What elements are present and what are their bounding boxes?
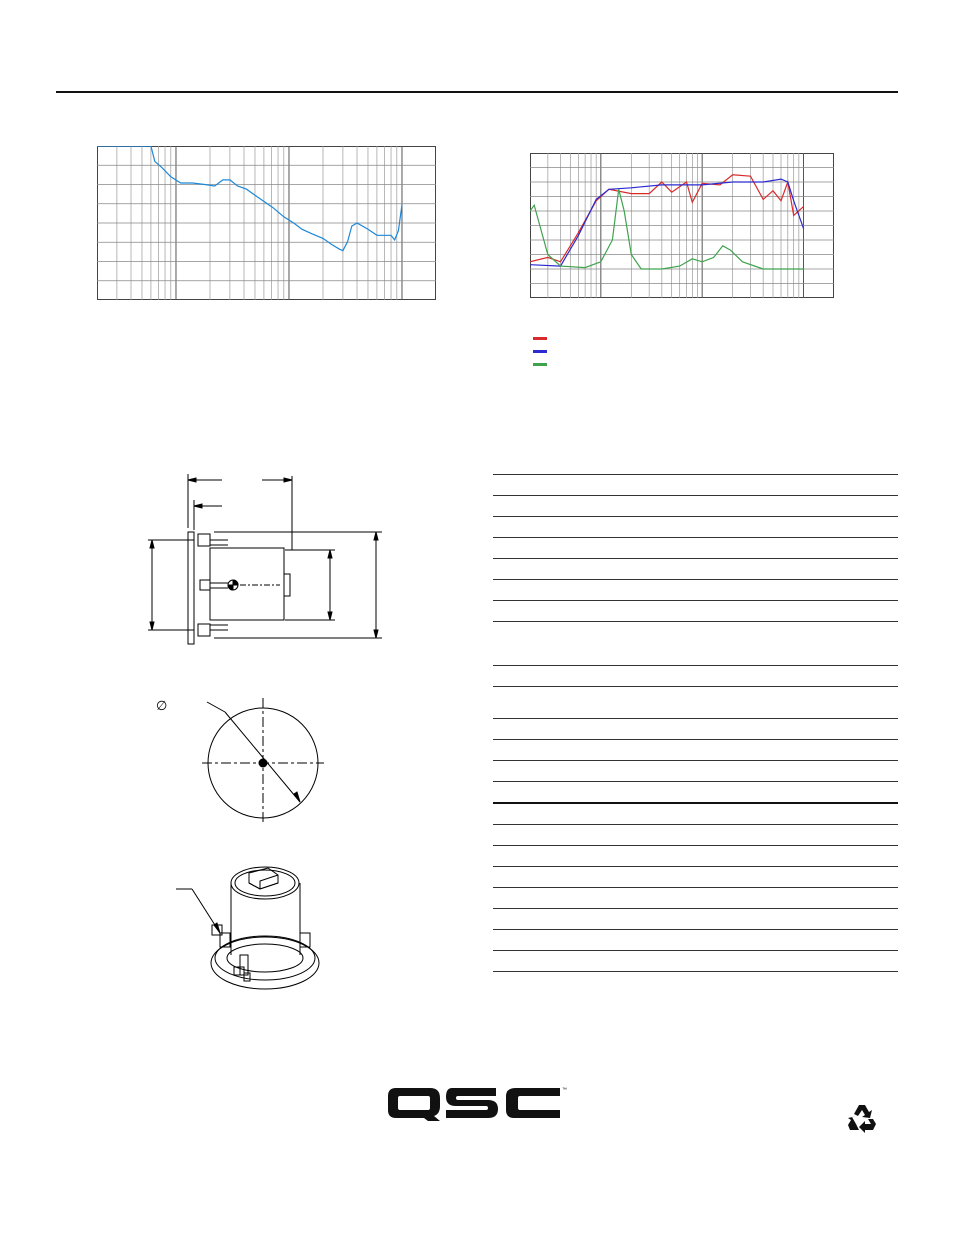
table-row-rule	[493, 845, 898, 846]
table-row-rule	[493, 558, 898, 559]
table-row-rule	[493, 781, 898, 782]
legend-swatch-red	[533, 337, 547, 340]
table-row-rule	[493, 665, 898, 666]
trademark-symbol: ™	[562, 1087, 567, 1093]
table-row-rule	[493, 866, 898, 867]
qsc-logo	[388, 1084, 570, 1124]
side-elevation-svg	[140, 470, 390, 650]
recycle-icon	[846, 1102, 878, 1134]
table-row-rule	[493, 718, 898, 719]
table-row-rule	[493, 760, 898, 761]
table-row-rule	[493, 971, 898, 972]
legend-swatch-green	[533, 363, 547, 366]
table-row-rule	[493, 537, 898, 538]
header-rule	[56, 91, 898, 93]
series-line-3	[530, 189, 804, 269]
frequency-response-chart	[530, 153, 834, 298]
table-row-rule	[493, 739, 898, 740]
svg-text:∅: ∅	[156, 699, 168, 714]
table-row-rule	[493, 929, 898, 930]
isometric-drawing	[170, 855, 340, 995]
table-row-rule	[493, 516, 898, 517]
top-view-svg	[150, 690, 330, 830]
chart-legend	[533, 333, 573, 373]
series-line-2	[530, 179, 804, 266]
specification-table	[493, 474, 898, 974]
table-row-rule	[493, 686, 898, 687]
qsc-logo-mark	[388, 1084, 570, 1124]
impedance-chart	[97, 146, 436, 300]
table-row-rule	[493, 887, 898, 888]
side-elevation-drawing	[140, 470, 390, 650]
series-line-1	[97, 146, 402, 251]
table-row-rule	[493, 579, 898, 580]
top-view-drawing	[150, 690, 330, 830]
table-row-rule	[493, 824, 898, 825]
table-row-rule	[493, 495, 898, 496]
legend-swatch-blue	[533, 350, 547, 353]
table-row-rule	[493, 621, 898, 622]
table-row-rule	[493, 950, 898, 951]
isometric-svg	[170, 855, 340, 995]
frequency-response-chart-svg	[530, 153, 834, 298]
impedance-chart-svg	[97, 146, 436, 300]
table-row-rule	[493, 474, 898, 475]
table-row-rule	[493, 908, 898, 909]
table-row-rule	[493, 600, 898, 601]
table-section-rule	[493, 802, 898, 804]
